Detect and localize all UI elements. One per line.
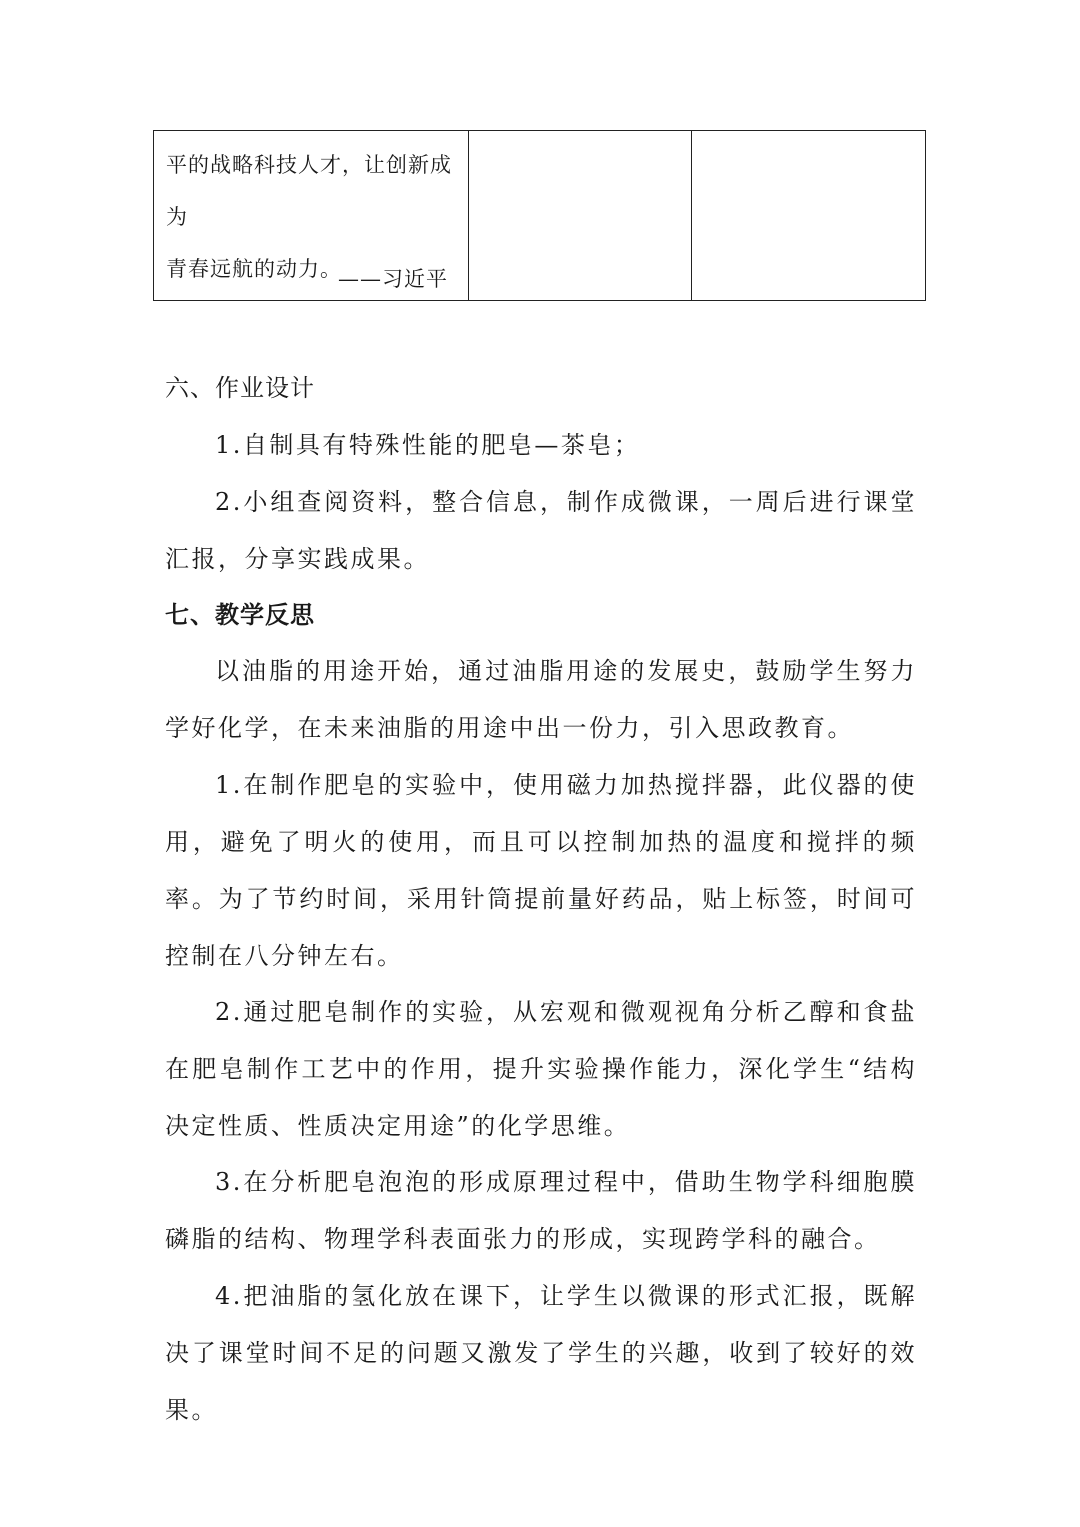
homework-item-1: 1.自制具有特殊性能的肥皂—茶皂； xyxy=(215,431,641,459)
quote-source: ——习近平 xyxy=(338,267,448,291)
quote-line-1: 平的战略科技人才，让创新成为 xyxy=(166,153,452,229)
reflection-item-4: 4.把油脂的氢化放在课下，让学生以微课的形式汇报，既解决了课堂时间不足的问题又激发了学生的兴趣，收到了较好的效果。 xyxy=(165,1282,917,1424)
table-divider xyxy=(468,131,469,300)
homework-item-2: 2.小组查阅资料，整合信息，制作成微课，一周后进行课堂汇报，分享实践成果。 xyxy=(165,488,917,573)
table-divider xyxy=(691,131,692,300)
reflection-item-1: 1.在制作肥皂的实验中，使用磁力加热搅拌器，此仪器的使用，避免了明火的使用，而且可以控制加热的温度和搅拌的频率。为了节约时间，采用针筒提前量好药品，贴上标签，时间可控制在八分钟左右。 xyxy=(165,771,917,970)
lesson-table-fragment xyxy=(153,130,926,301)
quote-line-2: 青春远航的动力。 xyxy=(166,257,342,281)
reflection-intro: 以油脂的用途开始，通过油脂用途的发展史，鼓励学生努力学好化学，在未来油脂的用途中出一份力，引入思政教育。 xyxy=(165,657,917,742)
section-heading-homework: 六、作业设计 xyxy=(165,374,315,402)
reflection-item-3: 3.在分析肥皂泡泡的形成原理过程中，借助生物学科细胞膜磷脂的结构、物理学科表面张力的形成，实现跨学科的融合。 xyxy=(165,1168,917,1253)
section-heading-reflection: 七、教学反思 xyxy=(165,601,315,629)
reflection-item-2: 2.通过肥皂制作的实验，从宏观和微观视角分析乙醇和食盐在肥皂制作工艺中的作用，提升实验操作能力，深化学生“结构决定性质、性质决定用途”的化学思维。 xyxy=(165,998,917,1140)
